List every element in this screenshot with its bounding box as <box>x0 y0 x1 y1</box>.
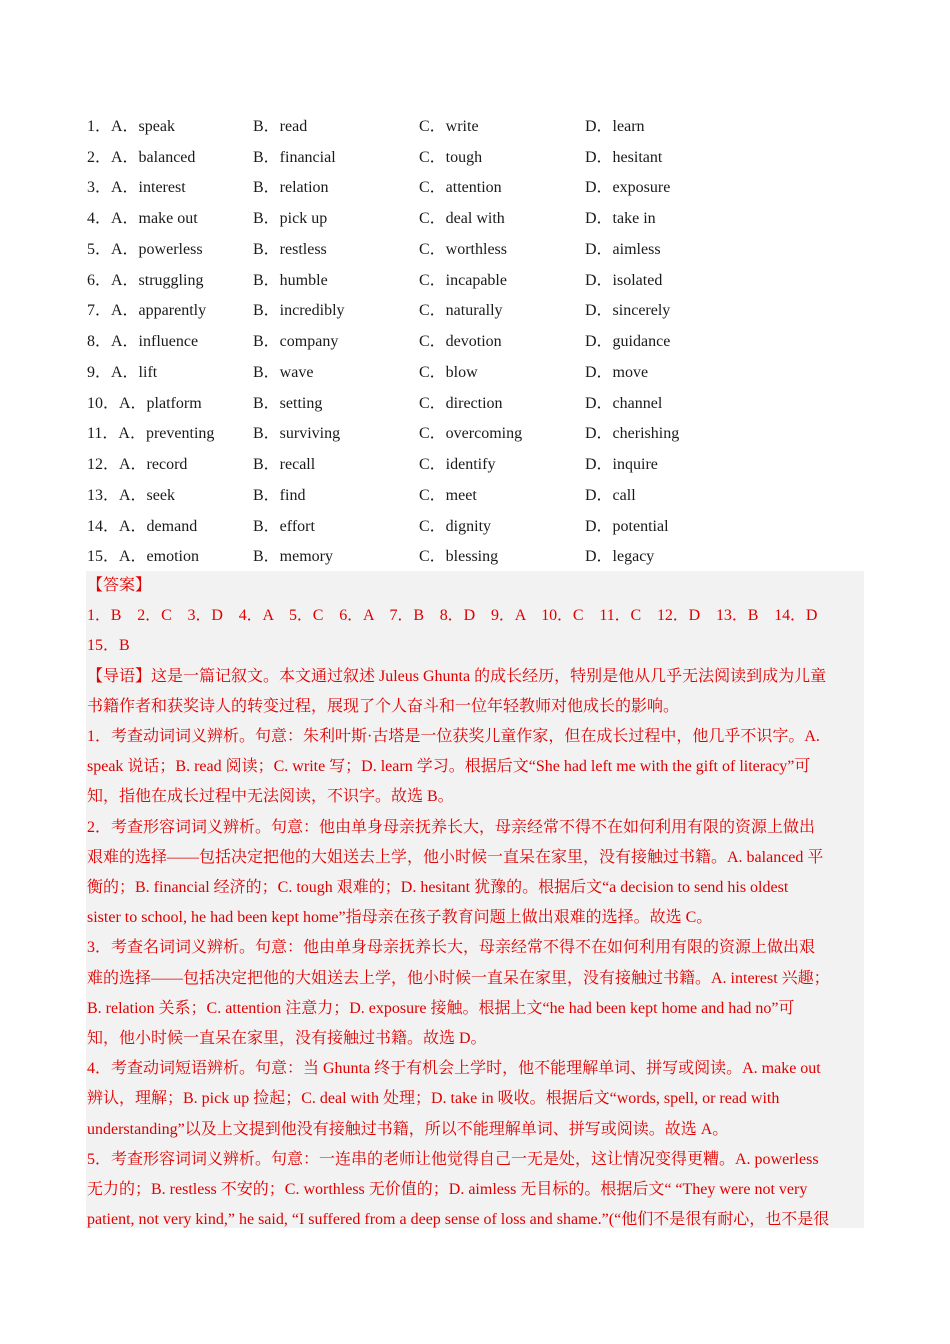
option-d: D．hesitant <box>585 148 663 166</box>
option-d: D．guidance <box>585 333 671 351</box>
question-row <box>87 171 867 202</box>
question-row <box>87 478 867 509</box>
option-a: 12．A．record <box>87 456 188 474</box>
question-row <box>87 386 867 417</box>
explanation-line: 知，指他在成长过程中无法阅读，不识字。故选 B。 <box>87 788 454 806</box>
explanation-line: 1．考查动词词义辨析。句意：朱利叶斯·古塔是一位获奖儿童作家，但在成长过程中，他几乎不识字。A. <box>87 728 820 746</box>
option-d: D．move <box>585 363 649 381</box>
option-c: C．incapable <box>419 271 507 289</box>
option-c: C．attention <box>419 179 502 197</box>
option-a: 5．A．powerless <box>87 240 203 258</box>
question-row <box>87 324 867 355</box>
explanation-line: 无力的；B. restless 不安的；C. worthless 无价值的；D. aimless 无目标的。根据后文“ “They were not very <box>87 1181 808 1199</box>
option-a: 10．A．platform <box>87 394 202 412</box>
option-c: C．write <box>419 117 479 135</box>
option-b: B．humble <box>253 271 328 289</box>
option-b: B．memory <box>253 548 333 566</box>
option-c: C．naturally <box>419 302 503 320</box>
option-d: D．cherishing <box>585 425 680 443</box>
explanation-line: understanding”以及上文提到他没有接触过书籍，所以不能理解单词、拼写或阅读。故选 A。 <box>87 1120 729 1138</box>
option-b: B．wave <box>253 363 314 381</box>
option-d: D．potential <box>585 517 669 535</box>
option-a: 15．A．emotion <box>87 548 199 566</box>
option-b: B．incredibly <box>253 302 345 320</box>
explanation-line: B. relation 关系；C. attention 注意力；D. exposure 接触。根据上文“he had been kept home and had no”可 <box>87 999 795 1017</box>
option-a: 11．A．preventing <box>87 425 215 443</box>
option-c: C．devotion <box>419 333 502 351</box>
option-c: C．blow <box>419 363 478 381</box>
option-b: B．restless <box>253 240 327 258</box>
option-c: C．identify <box>419 456 496 474</box>
option-b: B．company <box>253 333 339 351</box>
explanation-line: 3．考查名词词义辨析。句意：他由单身母亲抚养长大，母亲经常不得不在如何利用有限的资源上做出艰 <box>87 939 816 957</box>
explanations <box>86 722 864 1228</box>
option-a: 3．A．interest <box>87 179 186 197</box>
explanation-line: 知，他小时候一直呆在家里，没有接触过书籍。故选 D。 <box>87 1030 487 1048</box>
option-a: 2．A．balanced <box>87 148 196 166</box>
option-b: B．effort <box>253 517 315 535</box>
question-row <box>87 232 867 263</box>
option-b: B．setting <box>253 394 323 412</box>
answer-section <box>86 571 864 1228</box>
option-b: B．financial <box>253 148 336 166</box>
explanation-line: speak 说话；B. read 阅读；C. write 写；D. learn 学习。根据后文“She had left me with the gift of literacy”可 <box>87 758 811 776</box>
question-row <box>87 201 867 232</box>
option-d: D．take in <box>585 210 656 228</box>
answer-header: 【答案】 <box>87 577 152 594</box>
option-a: 7．A．apparently <box>87 302 207 320</box>
explanation-line: 5．考查形容词词义辨析。句意：一连串的老师让他觉得自己一无是处，这让情况变得更糟。A. powerless <box>87 1150 819 1168</box>
explanation-line: 辨认，理解；B. pick up 捡起；C. deal with 处理；D. take in 吸收。根据后文“words, spell, or read with <box>87 1090 780 1108</box>
answer-key-line: 15．B <box>87 637 130 655</box>
option-d: D．isolated <box>585 271 663 289</box>
explanation-line: 2．考查形容词词义辨析。句意：他由单身母亲抚养长大，母亲经常不得不在如何利用有限的资源上做出 <box>87 818 816 836</box>
option-b: B．pick up <box>253 210 328 228</box>
option-c: C．tough <box>419 148 483 166</box>
option-a: 4．A．make out <box>87 210 198 228</box>
option-a: 9．A．lift <box>87 363 158 381</box>
explanation-line: sister to school, he had been kept home”指母亲在孩子教育问题上做出艰难的选择。故选 C。 <box>87 909 713 927</box>
question-row <box>87 540 867 571</box>
option-b: B．relation <box>253 179 329 197</box>
option-d: D．call <box>585 486 636 504</box>
explanation-line: 艰难的选择——包括决定把他的大姐送去上学，他小时候一直呆在家里，没有接触过书籍。A. balanced 平 <box>87 848 824 866</box>
question-row <box>87 355 867 386</box>
option-c: C．blessing <box>419 548 499 566</box>
question-row <box>87 294 867 325</box>
explanation-line: 衡的；B. financial 经济的；C. tough 艰难的；D. hesitant 犹豫的。根据后文“a decision to send his oldest <box>87 879 789 897</box>
option-c: C．direction <box>419 394 503 412</box>
option-d: D．learn <box>585 117 645 135</box>
question-row <box>87 109 867 140</box>
option-a: 6．A．struggling <box>87 271 204 289</box>
option-c: C．overcoming <box>419 425 523 443</box>
option-c: C．deal with <box>419 210 505 228</box>
guide-text: 【导语】这是一篇记叙文。本文通过叙述 Juleus Ghunta 的成长经历，特别是他从几乎无法阅读到成为儿童 <box>87 667 827 685</box>
option-a: 8．A．influence <box>87 333 199 351</box>
option-c: C．dignity <box>419 517 492 535</box>
option-d: D．exposure <box>585 179 671 197</box>
option-d: D．sincerely <box>585 302 671 320</box>
option-c: C．worthless <box>419 240 508 258</box>
guide-text: 书籍作者和获奖诗人的转变过程，展现了个人奋斗和一位年轻教师对他成长的影响。 <box>87 697 680 715</box>
question-row <box>87 447 867 478</box>
option-a: 13．A．seek <box>87 486 175 504</box>
option-c: C．meet <box>419 486 477 504</box>
option-a: 14．A．demand <box>87 517 198 535</box>
question-row <box>87 263 867 294</box>
question-row <box>87 509 867 540</box>
explanation-line: patient, not very kind,” he said, “I suffered from a deep sense of loss and shame.”(“他们不是很有耐心，也不是很 <box>87 1211 830 1228</box>
option-b: B．recall <box>253 456 316 474</box>
options-list <box>87 109 867 570</box>
explanation-line: 4．考查动词短语辨析。句意：当 Ghunta 终于有机会上学时，他不能理解单词、拼写或阅读。A. make out <box>87 1060 821 1078</box>
option-d: D．legacy <box>585 548 655 566</box>
option-b: B．find <box>253 486 306 504</box>
question-row <box>87 417 867 448</box>
option-b: B．surviving <box>253 425 341 443</box>
option-d: D．channel <box>585 394 663 412</box>
option-a: 1．A．speak <box>87 117 175 135</box>
question-row <box>87 140 867 171</box>
option-d: D．aimless <box>585 240 661 258</box>
option-b: B．read <box>253 117 308 135</box>
option-d: D．inquire <box>585 456 658 474</box>
answer-key-line: 1．B 2．C 3．D 4．A 5．C 6．A 7．B 8．D 9．A 10．C 11．C 12．D 13．B 14．D <box>87 607 818 625</box>
explanation-line: 难的选择——包括决定把他的大姐送去上学，他小时候一直呆在家里，没有接触过书籍。A. interest 兴趣； <box>87 969 830 987</box>
